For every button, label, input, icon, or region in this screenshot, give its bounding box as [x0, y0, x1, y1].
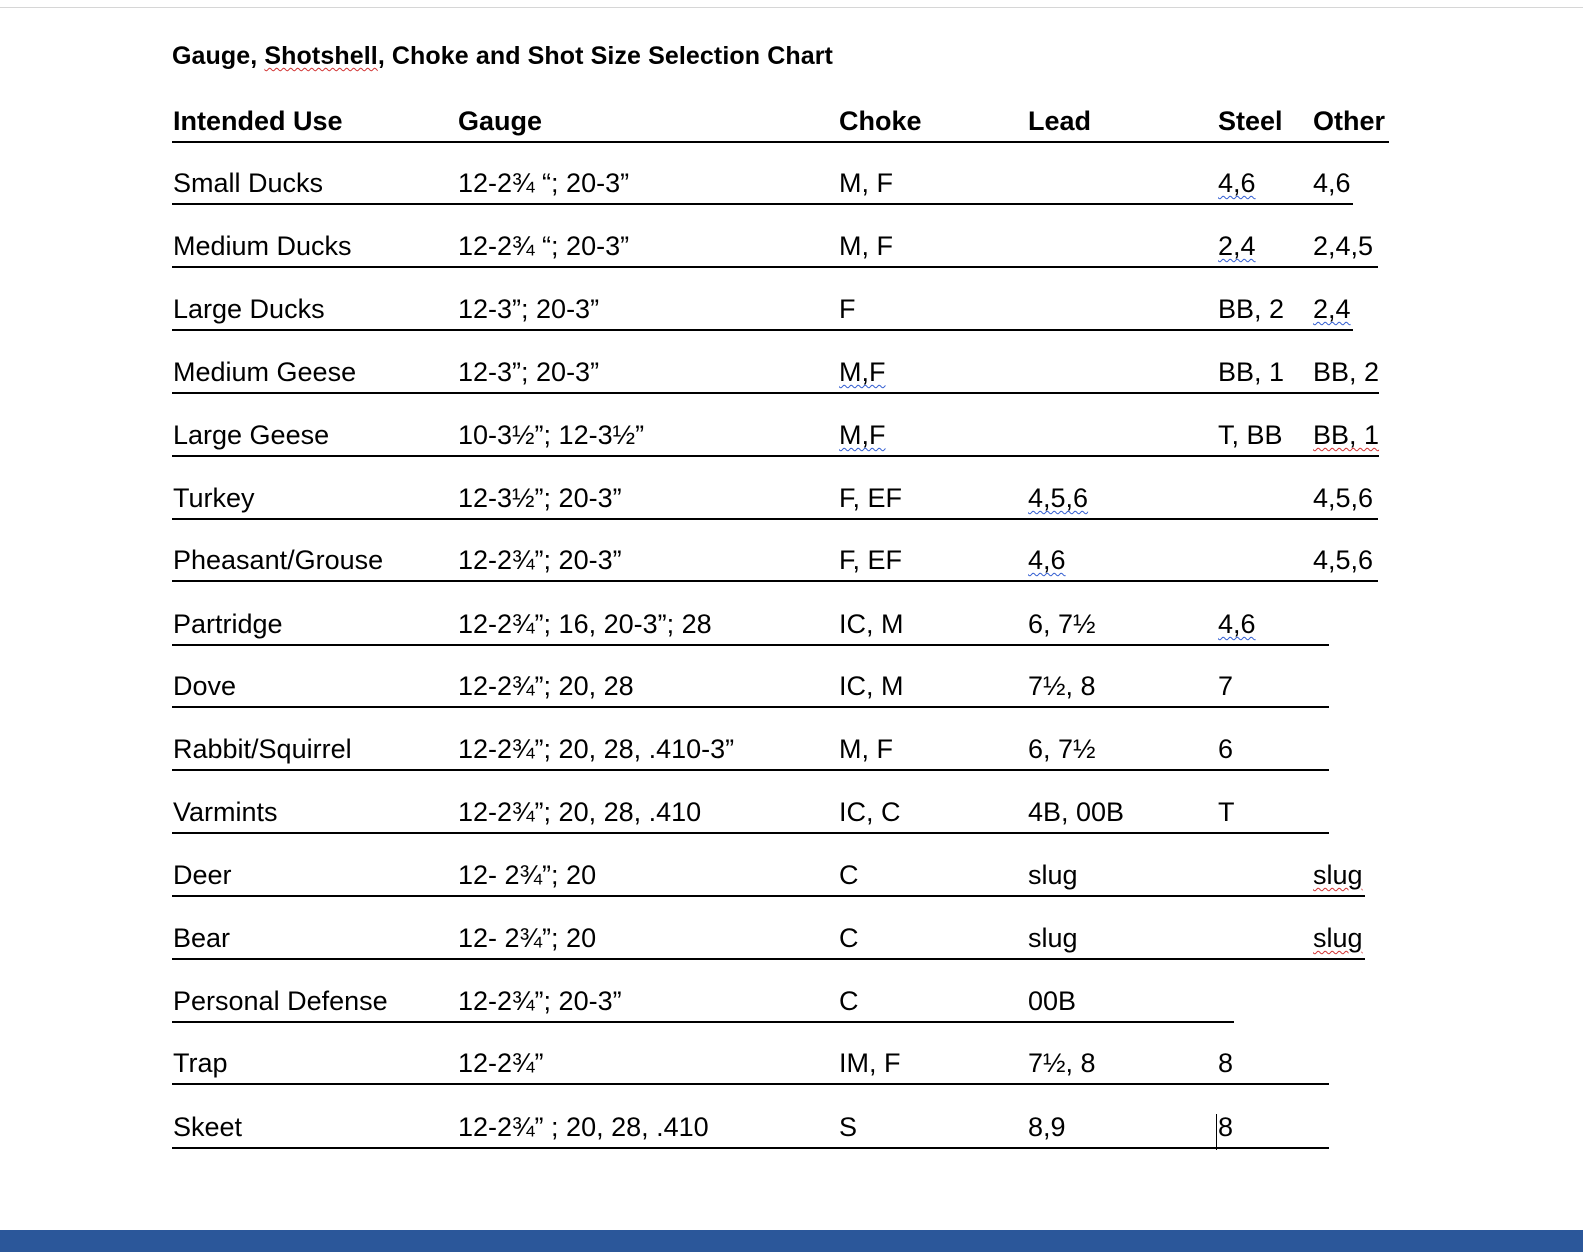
cell-other: slug — [1313, 923, 1363, 953]
cell-steel: 6 — [1218, 734, 1234, 764]
header-steel: Steel — [1218, 106, 1283, 136]
row-underline — [172, 266, 1378, 268]
cell-intended-use: Small Ducks — [173, 168, 324, 198]
header-other: Other — [1313, 106, 1386, 136]
cell-choke: F — [839, 294, 856, 324]
cell-gauge: 12-2¾”; 20-3” — [458, 545, 622, 575]
header-gauge: Gauge — [458, 106, 543, 136]
table-row — [0, 418, 1583, 458]
cell-steel: T — [1218, 797, 1235, 827]
cell-gauge: 12-2¾”; 20, 28, .410-3” — [458, 734, 735, 764]
cell-gauge: 12-2¾”; 20, 28 — [458, 671, 634, 701]
table-header-row — [0, 104, 1583, 144]
table-row — [0, 292, 1583, 332]
cell-choke: IC, M — [839, 671, 904, 701]
cell-intended-use: Pheasant/Grouse — [173, 545, 384, 575]
header-intended-use: Intended Use — [173, 106, 343, 136]
cell-gauge: 12-2¾ “; 20-3” — [458, 231, 630, 261]
cell-lead: 8,9 — [1028, 1112, 1066, 1142]
status-bar — [0, 1230, 1583, 1252]
cell-lead: 7½, 8 — [1028, 1048, 1096, 1078]
cell-intended-use: Turkey — [173, 483, 255, 513]
row-underline — [172, 1083, 1329, 1085]
cell-intended-use: Large Ducks — [173, 294, 325, 324]
cell-steel: 2,4 — [1218, 231, 1256, 261]
cell-other: 4,6 — [1313, 168, 1351, 198]
table-row — [0, 481, 1583, 521]
cell-lead: slug — [1028, 923, 1078, 953]
cell-gauge: 12-2¾”; 16, 20-3”; 28 — [458, 609, 712, 639]
cell-intended-use: Large Geese — [173, 420, 330, 450]
cell-choke: IM, F — [839, 1048, 901, 1078]
cell-steel: 4,6 — [1218, 609, 1256, 639]
cell-gauge: 12-2¾ “; 20-3” — [458, 168, 630, 198]
table-row — [0, 921, 1583, 961]
row-underline — [172, 895, 1365, 897]
cell-choke: C — [839, 860, 859, 890]
cell-other: 4,5,6 — [1313, 483, 1374, 513]
cell-choke: F, EF — [839, 483, 903, 513]
table-row — [0, 229, 1583, 269]
cell-lead: 6, 7½ — [1028, 609, 1096, 639]
cell-other: 2,4 — [1313, 294, 1351, 324]
table-row — [0, 607, 1583, 647]
row-underline — [172, 203, 1353, 205]
row-underline — [172, 958, 1365, 960]
row-underline — [172, 832, 1329, 834]
cell-gauge: 12- 2¾”; 20 — [458, 923, 597, 953]
table-row — [0, 732, 1583, 772]
cell-intended-use: Personal Defense — [173, 986, 388, 1016]
cell-choke: C — [839, 986, 859, 1016]
cell-intended-use: Medium Geese — [173, 357, 357, 387]
cell-intended-use: Deer — [173, 860, 232, 890]
cell-lead: 00B — [1028, 986, 1077, 1016]
cell-lead: 4B, 00B — [1028, 797, 1125, 827]
table-row — [0, 1110, 1583, 1150]
row-underline — [172, 1021, 1234, 1023]
row-underline — [172, 769, 1329, 771]
row-underline — [172, 392, 1379, 394]
cell-intended-use: Medium Ducks — [173, 231, 352, 261]
ribbon-edge — [0, 0, 1583, 8]
cell-gauge: 12-2¾”; 20-3” — [458, 986, 622, 1016]
cell-choke: C — [839, 923, 859, 953]
cell-choke: M, F — [839, 231, 893, 261]
table-row — [0, 858, 1583, 898]
cell-other: 2,4,5 — [1313, 231, 1374, 261]
table-row — [0, 355, 1583, 395]
header-underline — [172, 141, 1389, 143]
title-text-end: , Choke and Shot Size Selection Chart — [377, 42, 833, 70]
row-underline — [172, 455, 1379, 457]
header-lead: Lead — [1028, 106, 1092, 136]
row-underline — [172, 706, 1329, 708]
cell-gauge: 12-2¾” ; 20, 28, .410 — [458, 1112, 709, 1142]
cell-other: BB, 2 — [1313, 357, 1380, 387]
page-title — [172, 42, 833, 71]
cell-steel: 7 — [1218, 671, 1234, 701]
row-underline — [172, 518, 1378, 520]
cell-lead: 6, 7½ — [1028, 734, 1096, 764]
document-page[interactable] — [0, 8, 1583, 1230]
text-cursor — [1216, 1114, 1217, 1150]
title-misspelled-word: Shotshell — [264, 42, 378, 70]
cell-other: 4,5,6 — [1313, 545, 1374, 575]
cell-choke: IC, C — [839, 797, 901, 827]
cell-gauge: 12-2¾” — [458, 1048, 544, 1078]
cell-lead: 4,5,6 — [1028, 483, 1089, 513]
table-row — [0, 795, 1583, 835]
row-underline — [172, 644, 1329, 646]
cell-other: BB, 1 — [1313, 420, 1380, 450]
cell-steel: BB, 1 — [1218, 357, 1285, 387]
cell-intended-use: Trap — [173, 1048, 228, 1078]
table-row — [0, 984, 1583, 1024]
cell-choke: M,F — [839, 357, 886, 387]
cell-intended-use: Rabbit/Squirrel — [173, 734, 352, 764]
cell-gauge: 10-3½”; 12-3½” — [458, 420, 645, 450]
cell-steel: 8 — [1218, 1112, 1234, 1142]
cell-gauge: 12- 2¾”; 20 — [458, 860, 597, 890]
cell-gauge: 12-3”; 20-3” — [458, 294, 600, 324]
table-row — [0, 543, 1583, 583]
row-underline — [172, 580, 1378, 582]
cell-intended-use: Varmints — [173, 797, 278, 827]
table-row — [0, 669, 1583, 709]
cell-lead: 4,6 — [1028, 545, 1066, 575]
row-underline — [172, 329, 1353, 331]
cell-steel: BB, 2 — [1218, 294, 1285, 324]
cell-steel: T, BB — [1218, 420, 1283, 450]
cell-other: slug — [1313, 860, 1363, 890]
cell-choke: M, F — [839, 168, 893, 198]
cell-intended-use: Dove — [173, 671, 237, 701]
title-text-start: Gauge, — [172, 42, 265, 70]
header-choke: Choke — [839, 106, 922, 136]
table-row — [0, 166, 1583, 206]
cell-intended-use: Skeet — [173, 1112, 243, 1142]
cell-lead: 7½, 8 — [1028, 671, 1096, 701]
cell-gauge: 12-3½”; 20-3” — [458, 483, 622, 513]
cell-lead: slug — [1028, 860, 1078, 890]
cell-steel: 4,6 — [1218, 168, 1256, 198]
cell-choke: F, EF — [839, 545, 903, 575]
row-underline — [172, 1147, 1329, 1149]
cell-choke: M,F — [839, 420, 886, 450]
cell-gauge: 12-3”; 20-3” — [458, 357, 600, 387]
cell-choke: S — [839, 1112, 858, 1142]
cell-steel: 8 — [1218, 1048, 1234, 1078]
cell-choke: M, F — [839, 734, 893, 764]
cell-intended-use: Bear — [173, 923, 231, 953]
cell-intended-use: Partridge — [173, 609, 283, 639]
table-row — [0, 1046, 1583, 1086]
cell-gauge: 12-2¾”; 20, 28, .410 — [458, 797, 702, 827]
cell-choke: IC, M — [839, 609, 904, 639]
